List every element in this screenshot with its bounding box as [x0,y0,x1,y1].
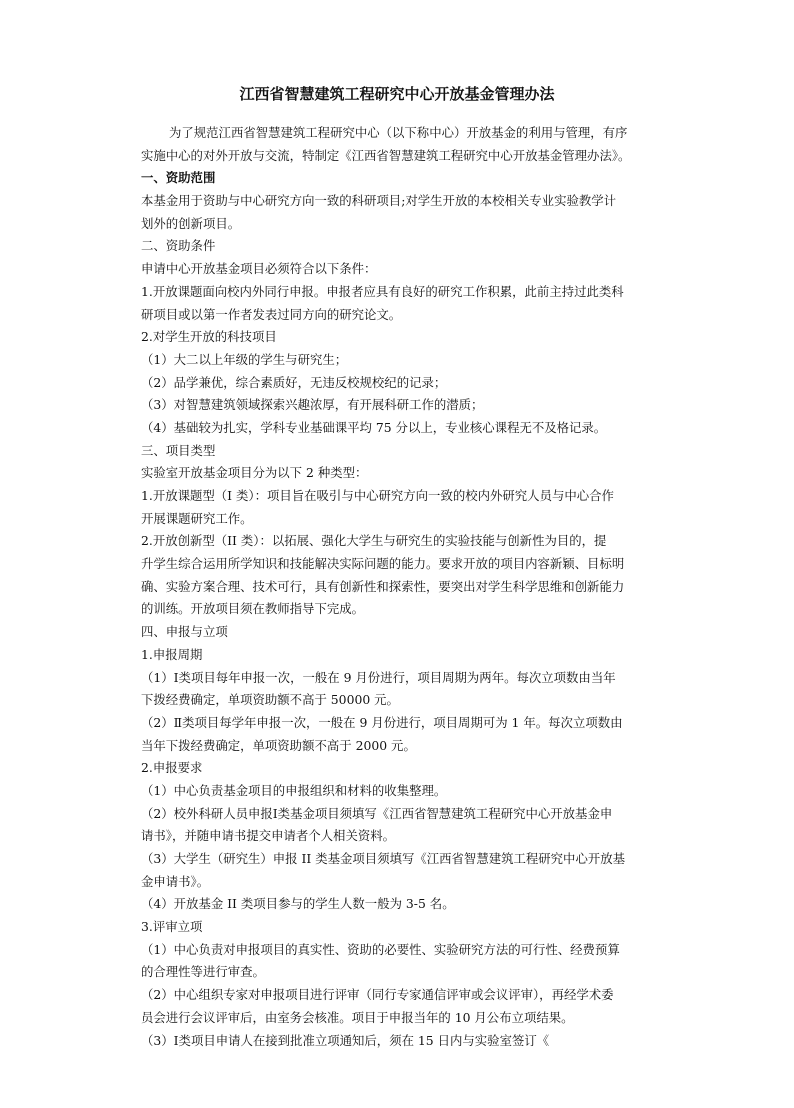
list-item: （2）校外科研人员申报Ⅰ类基金项目须填写《江西省智慧建筑工程研究中心开放基金申 [141,805,613,821]
paragraph-line: 确、实验方案合理、技术可行，具有创新性和探索性，要突出对学生科学思维和创新能力 [141,578,625,594]
list-item: （1）中心负责对申报项目的真实性、资助的必要性、实验研究方法的可行性、经费预算 [141,941,620,957]
paragraph-line: 2.开放创新型（II 类）：以拓展、强化大学生与研究生的实验技能与创新性为目的，提 [141,533,607,549]
paragraph-line: 开展课题研究工作。 [141,510,253,526]
document-body [141,122,661,1052]
list-item: （3）对智慧建筑领域探索兴趣浓厚，有开展科研工作的潜质； [141,397,484,413]
paragraph-line: 升学生综合运用所学知识和技能解决实际问题的能力。要求开放的项目内容新颖、目标明 [141,556,625,572]
list-item: 下拨经费确定，单项资助额不高于 50000 元。 [141,692,399,708]
paragraph-line: 本基金用于资助与中心研究方向一致的科研项目;对学生开放的本校相关专业实验教学计 [141,193,617,209]
section-heading: 二、资助条件 [141,238,216,254]
paragraph-line: 2.申报要求 [141,760,203,776]
list-item: （1）中心负责基金项目的申报组织和材料的收集整理。 [141,782,447,798]
list-item: （1）大二以上年级的学生与研究生； [141,351,348,367]
paragraph-line: 为了规范江西省智慧建筑工程研究中心（以下称中心）开放基金的利用与管理，有序 [169,125,628,140]
paragraph-line: 1.申报周期 [141,646,203,662]
paragraph-line: 实验室开放基金项目分为以下 2 种类型： [141,465,368,481]
paragraph-line: 的训练。开放项目须在教师指导下完成。 [141,601,365,617]
paragraph-line: 研项目或以第一作者发表过同方向的研究论文。 [141,306,402,322]
list-item: （4）基础较为扎实，学科专业基础课平均 75 分以上，专业核心课程无不及格记录。 [141,419,607,435]
list-item: （2）品学兼优，综合素质好，无违反校规校纪的记录； [141,374,447,390]
list-item: （4）开放基金 II 类项目参与的学生人数一般为 3-5 名。 [141,896,455,912]
list-item: 员会进行会议评审后，由室务会核准。项目于申报当年的 10 月公布立项结果。 [141,1009,574,1025]
list-item: （1）Ⅰ类项目每年申报一次，一般在 9 月份进行，项目周期为两年。每次立项数由当年 [141,669,616,685]
document-title: 江西省智慧建筑工程研究中心开放基金管理办法 [239,85,555,103]
list-item: （3）大学生（研究生）申报 II 类基金项目须填写《江西省智慧建筑工程研究中心开放基 [141,851,626,866]
list-item: （3）Ⅰ类项目申请人在接到批准立项通知后，须在 15 日内与实验室签订《 [141,1032,550,1048]
paragraph-line: 实施中心的对外开放与交流，特制定《江西省智慧建筑工程研究中心开放基金管理办法》。 [141,147,631,163]
list-item: 当年下拨经费确定，单项资助额不高于 2000 元。 [141,737,416,753]
list-item: 金申请书》。 [141,873,210,889]
paragraph-line: 1.开放课题面向校内外同行申报。申报者应具有良好的研究工作积累，此前主持过此类科 [141,283,624,299]
section-heading: 一、资助范围 [141,170,216,186]
paragraph-line: 申请中心开放基金项目必须符合以下条件： [141,261,377,277]
list-item: 请书》，并随申请书提交申请者个人相关资料。 [141,828,396,844]
paragraph-line: 3.评审立项 [141,919,203,935]
paragraph-line: 2.对学生开放的科技项目 [141,329,277,345]
list-item: 的合理性等进行审查。 [141,964,265,980]
paragraph-line: 1.开放课题型（I 类）：项目旨在吸引与中心研究方向一致的校内外研究人员与中心合作 [141,488,614,503]
section-heading: 四、申报与立项 [141,624,228,640]
list-item: （2）中心组织专家对申报项目进行评审（同行专家通信评审或会议评审），再经学术委 [141,987,614,1003]
section-heading: 三、项目类型 [141,442,216,458]
list-item: （2）Ⅱ类项目每学年申报一次，一般在 9 月份进行，项目周期可为 1 年。每次立项数由 [141,714,623,730]
paragraph-line: 划外的创新项目。 [141,215,241,231]
